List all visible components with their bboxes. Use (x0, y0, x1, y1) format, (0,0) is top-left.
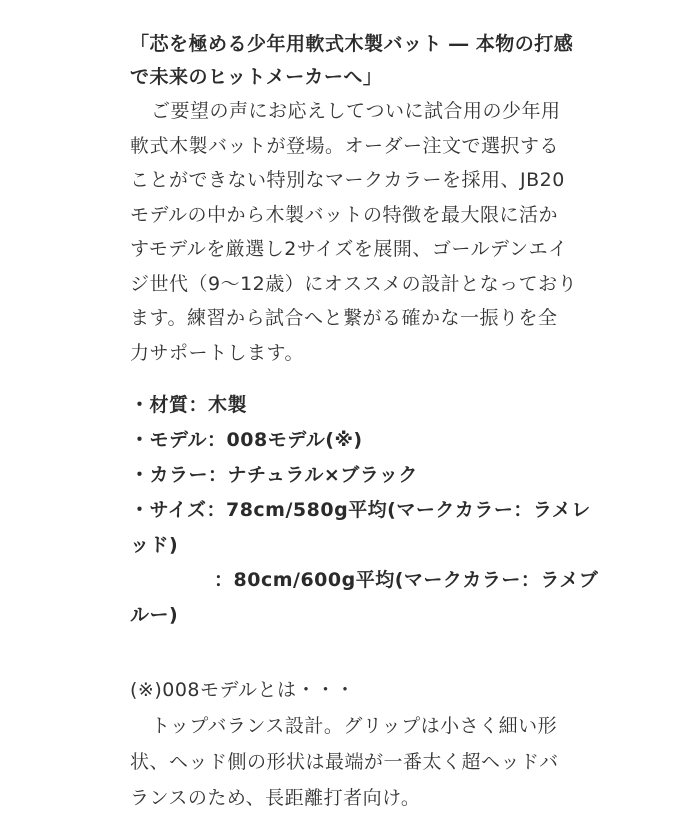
headline-line: 「芯を極める少年用軟式木製バット ― 本物の打感 (130, 33, 574, 55)
description-line: 軟式木製バットが登場。オーダー注文で選択する (130, 134, 560, 157)
note-line: ランスのため、長距離打者向け。 (130, 787, 421, 809)
spec-size-78: ・サイズ：78cm/580g平均(マークカラー：ラメレ (130, 499, 591, 521)
description-line: 力サポートします。 (130, 341, 304, 364)
spec-size-80: ：80cm/600g平均(マークカラー：ラメブ (214, 569, 599, 591)
description-line: ジ世代（9〜12歳）にオススメの設計となっており (130, 272, 578, 295)
description-line: モデルの中から木製バットの特徴を最大限に活か (130, 203, 559, 226)
note-line: トップバランス設計。グリップは小さく細い形 (151, 715, 558, 737)
model-note (130, 672, 600, 816)
note-line: 状、ヘッド側の形状は最端が一番太く超ヘッドバ (130, 751, 559, 773)
description-line: ます。練習から試合へと繋がる確かな一振りを全 (130, 307, 558, 329)
spec-color: ・カラー：ナチュラル×ブラック (130, 464, 418, 486)
description-line: すモデルを厳選し2サイズを展開、ゴールデンエイ (130, 238, 568, 260)
headline-line: で未来のヒットメーカーへ」 (130, 66, 383, 88)
description-line: ご要望の声にお応えしてついに試合用の少年用 (151, 100, 561, 122)
spec-size-80-cont: ルー) (130, 604, 179, 626)
product-headline (130, 28, 600, 94)
description-paragraph (130, 94, 600, 370)
note-heading: (※)008モデルとは・・・ (130, 679, 356, 701)
spec-list (130, 388, 600, 633)
spec-size-78-cont: ッド) (130, 534, 179, 556)
spec-material: ・材質：木製 (130, 394, 248, 416)
description-line: ことができない特別なマークカラーを採用、JB20 (130, 169, 565, 191)
spec-model: ・モデル：008モデル(※) (130, 429, 363, 451)
